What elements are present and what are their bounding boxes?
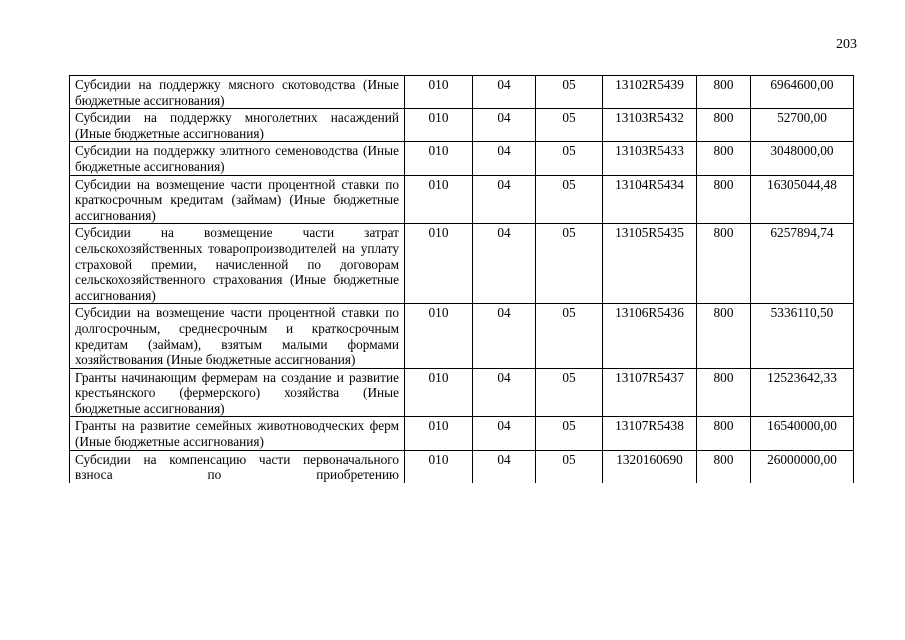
- amount: 5336110,50: [751, 304, 854, 368]
- section-code: 04: [473, 76, 536, 109]
- table-row: [70, 76, 854, 109]
- row-description: Субсидии на поддержку многолетних насаждений (Иные бюджетные ассигнования): [70, 109, 405, 142]
- ministry-code: 010: [405, 76, 473, 109]
- subsection-code: 05: [536, 368, 603, 417]
- target-code: 13107R5438: [603, 417, 697, 450]
- target-code: 13107R5437: [603, 368, 697, 417]
- table-row: [70, 224, 854, 304]
- amount: 52700,00: [751, 109, 854, 142]
- ministry-code: 010: [405, 224, 473, 304]
- expense-type-code: 800: [697, 417, 751, 450]
- amount: 26000000,00: [751, 450, 854, 483]
- table-row: [70, 175, 854, 224]
- table-row: [70, 450, 854, 483]
- target-code: 13105R5435: [603, 224, 697, 304]
- section-code: 04: [473, 224, 536, 304]
- row-description: Субсидии на поддержку элитного семеноводства (Иные бюджетные ассигнования): [70, 142, 405, 175]
- amount: 6964600,00: [751, 76, 854, 109]
- row-description: Субсидии на возмещение части процентной ставки по краткосрочным кредитам (займам) (Иные бюджетные ассигнования): [70, 175, 405, 224]
- table-row: [70, 109, 854, 142]
- section-code: 04: [473, 142, 536, 175]
- table-row: [70, 368, 854, 417]
- expense-type-code: 800: [697, 109, 751, 142]
- subsection-code: 05: [536, 142, 603, 175]
- row-description: Субсидии на возмещение части затрат сельскохозяйственных товаропроизводителей на уплату страховой премии, начисленной по договорам сельскохозяйственного страхования (Иные бюджетные ассигнования): [70, 224, 405, 304]
- row-description: Субсидии на компенсацию части первоначального взноса по приобретению: [70, 450, 405, 483]
- expense-type-code: 800: [697, 142, 751, 175]
- target-code: 13106R5436: [603, 304, 697, 368]
- section-code: 04: [473, 304, 536, 368]
- ministry-code: 010: [405, 417, 473, 450]
- expense-type-code: 800: [697, 304, 751, 368]
- section-code: 04: [473, 109, 536, 142]
- subsection-code: 05: [536, 304, 603, 368]
- section-code: 04: [473, 175, 536, 224]
- subsection-code: 05: [536, 450, 603, 483]
- expense-type-code: 800: [697, 224, 751, 304]
- subsection-code: 05: [536, 76, 603, 109]
- row-description: Субсидии на поддержку мясного скотоводства (Иные бюджетные ассигнования): [70, 76, 405, 109]
- amount: 3048000,00: [751, 142, 854, 175]
- table-row: [70, 304, 854, 368]
- target-code: 1320160690: [603, 450, 697, 483]
- ministry-code: 010: [405, 450, 473, 483]
- expense-type-code: 800: [697, 368, 751, 417]
- row-description: Гранты на развитие семейных животноводческих ферм (Иные бюджетные ассигнования): [70, 417, 405, 450]
- amount: 16305044,48: [751, 175, 854, 224]
- table-row: [70, 142, 854, 175]
- ministry-code: 010: [405, 175, 473, 224]
- table-row: [70, 417, 854, 450]
- subsection-code: 05: [536, 417, 603, 450]
- page-number: 203: [836, 37, 857, 52]
- ministry-code: 010: [405, 304, 473, 368]
- amount: 6257894,74: [751, 224, 854, 304]
- target-code: 13102R5439: [603, 76, 697, 109]
- expense-type-code: 800: [697, 175, 751, 224]
- ministry-code: 010: [405, 142, 473, 175]
- section-code: 04: [473, 368, 536, 417]
- subsection-code: 05: [536, 175, 603, 224]
- section-code: 04: [473, 450, 536, 483]
- subsection-code: 05: [536, 109, 603, 142]
- target-code: 13104R5434: [603, 175, 697, 224]
- amount: 16540000,00: [751, 417, 854, 450]
- budget-table: [69, 75, 854, 483]
- subsection-code: 05: [536, 224, 603, 304]
- expense-type-code: 800: [697, 450, 751, 483]
- expense-type-code: 800: [697, 76, 751, 109]
- row-description: Гранты начинающим фермерам на создание и развитие крестьянского (фермерского) хозяйства (Иные бюджетные ассигнования): [70, 368, 405, 417]
- amount: 12523642,33: [751, 368, 854, 417]
- ministry-code: 010: [405, 109, 473, 142]
- row-description: Субсидии на возмещение части процентной ставки по долгосрочным, среднесрочным и краткосрочным кредитам (займам), взятым малыми формами хозяйствования (Иные бюджетные ассигнования): [70, 304, 405, 368]
- section-code: 04: [473, 417, 536, 450]
- ministry-code: 010: [405, 368, 473, 417]
- target-code: 13103R5433: [603, 142, 697, 175]
- target-code: 13103R5432: [603, 109, 697, 142]
